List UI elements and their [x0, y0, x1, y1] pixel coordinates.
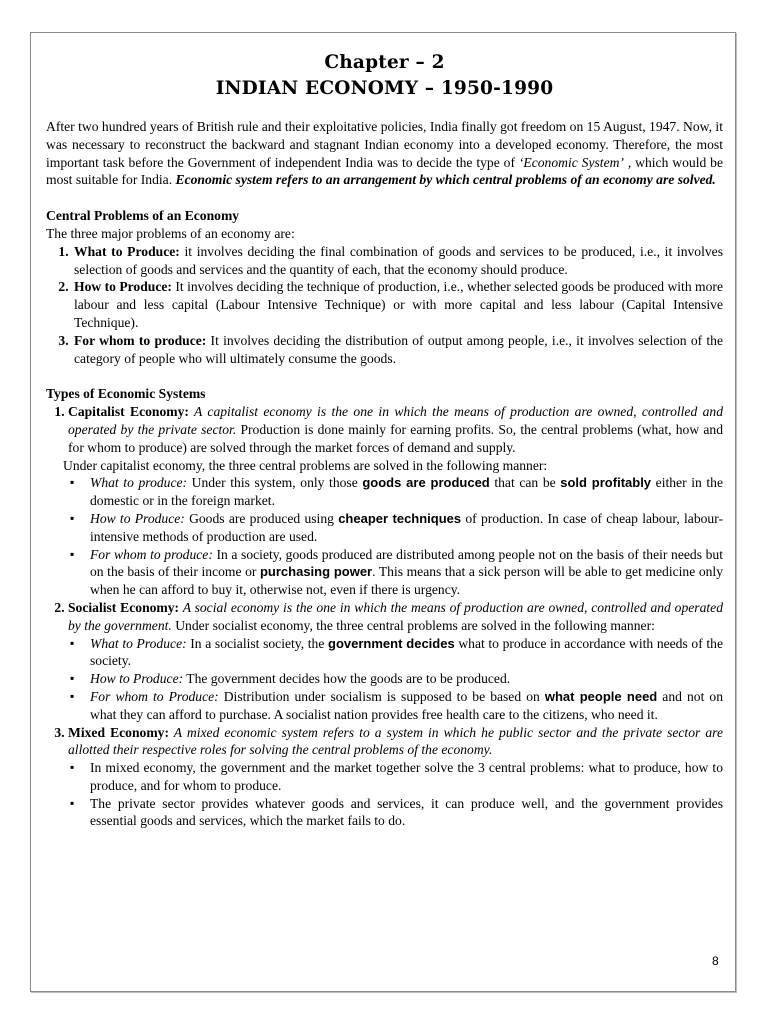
page-number: 8: [712, 954, 719, 968]
item-label: Capitalist Economy:: [68, 404, 189, 420]
list-item: [90, 670, 723, 688]
list-item: [90, 546, 723, 599]
types-list: [46, 403, 723, 830]
item-label: How to Produce:: [74, 279, 172, 295]
item-definition: A mixed economic system refers to a system in which he public sector and the private sector are allotted their respective roles for solving the central problems of the economy.: [68, 724, 723, 758]
bullet-label: For whom to Produce:: [90, 688, 219, 704]
bullet-text: of production. In case of cheap labour, labour- intensive methods of production are used.: [90, 510, 724, 544]
list-item: ▪ The private sector provides whatever goods and services, it can produce well, and the government provides essential goods and services, which the market fails to do.: [90, 795, 723, 831]
central-problems-lead: The three major problems of an economy are:: [46, 225, 295, 241]
central-problems-list: [46, 243, 723, 368]
bullet-bold: what people need: [544, 688, 658, 704]
item-label: What to Produce:: [74, 243, 180, 259]
list-item-socialist: [68, 599, 723, 724]
chapter-subtitle: INDIAN ECONOMY – 1950-1990: [215, 78, 554, 99]
list-item: [72, 278, 723, 331]
capitalist-manner-line: Under capitalist economy, the three central problems are solved in the following manner:: [63, 457, 548, 473]
bullet-text: Goods are produced using: [184, 510, 339, 526]
list-item: ▪ In mixed economy, the government and the market together solve the 3 central problems: what to produce, how to produce, and for whom to produce.: [90, 759, 723, 795]
bullet-text: The government decides how the goods are to be produced.: [183, 671, 511, 687]
item-text: Under socialist economy, the three central problems are solved in the following manner:: [171, 617, 655, 633]
item-definition: A capitalist economy is the one in which the means of production are owned, controlled and operated by the private sector.: [68, 404, 723, 437]
bullet-label: How to Produce:: [90, 510, 185, 526]
list-item: [72, 243, 723, 279]
bullet-label: How to Produce:: [90, 671, 184, 687]
bullet-text: In a socialist society, the: [186, 635, 329, 651]
bullet-bold: purchasing power: [259, 564, 373, 580]
intro-definition: Economic system refers to an arrangement by which central problems of an economy are solved.: [175, 172, 716, 188]
bullet-text: . This means that a sick person will be able to get medicine only when he can afford to buy it, otherwise not, even if there is urgency.: [90, 564, 723, 598]
item-text: It involves deciding the distribution of output among people, i.e., it involves selection of the category of people who will ultimately consume the goods.: [74, 332, 724, 366]
bullet-bold: cheaper techniques: [338, 510, 462, 526]
bullet-text: either in the domestic or in the foreign market.: [90, 475, 723, 509]
intro-text-2: , which would be most suitable for India.: [46, 154, 724, 188]
bullet-bold: government decides: [328, 635, 455, 651]
bullet-label: For whom to produce:: [90, 546, 213, 562]
intro-text-1: After two hundred years of British rule and their exploitative policies, India finally got freedom on 15 August, 1947. Now, it was necessary to reconstruct the backward and stagnant Indian economy into a developed economy. Therefore, the most important task before the Government of independent India was to decide the type of: [46, 119, 723, 170]
types-heading: Types of Economic Systems: [46, 386, 206, 402]
item-text: Production is done mainly for earning profits. So, the central problems (what, how and for whom to produce) are solved through the market forces of demand and supply.: [68, 421, 723, 455]
bullet-text: Distribution under socialism is supposed to be based on: [218, 688, 545, 704]
chapter-title: Chapter – 2: [324, 52, 445, 73]
bullet-text: what to produce in accordance with needs of the society.: [90, 635, 723, 669]
bullet-label: What to Produce:: [90, 635, 187, 651]
item-text: It involves deciding the technique of production, i.e., whether selected goods be produced with more labour and less capital (Labour Intensive Technique) or with more capital and less labour (Capital Intensive Technique).: [74, 279, 723, 330]
item-definition: A social economy is the one in which the means of production are owned, controlled and operated by the government.: [68, 599, 724, 633]
bullet-text: Under this system, only those: [187, 475, 363, 491]
bullet-text: that can be: [489, 475, 561, 491]
item-label: Mixed Economy:: [68, 724, 169, 740]
list-item: [90, 510, 723, 546]
item-text: it involves deciding the final combination of goods and services to be produced, i.e., it involves selection of goods and services and the quantity of each, that the economy should produce.: [74, 243, 723, 277]
capitalist-bullets: [68, 474, 723, 599]
list-item: [72, 332, 723, 368]
bullet-text: In a society, goods produced are distributed among people not on the basis of their needs but on the basis of their income or: [90, 546, 723, 580]
bullet-bold: goods are produced: [362, 475, 490, 491]
list-item-capitalist: [63, 403, 724, 599]
list-item: [90, 474, 723, 510]
socialist-bullets: [68, 635, 723, 724]
bullet-bold: sold profitably: [560, 475, 652, 491]
item-label: Socialist Economy:: [68, 599, 180, 615]
bullet-label: What to produce:: [90, 475, 188, 491]
document-body: [46, 48, 723, 830]
intro-italic: ‘Economic System’: [518, 154, 624, 170]
mixed-bullets: [68, 759, 723, 830]
list-item: [90, 635, 723, 671]
intro-paragraph: [46, 118, 723, 189]
central-problems-heading: Central Problems of an Economy: [46, 208, 240, 224]
list-item-mixed: [68, 724, 723, 831]
item-label: For whom to produce:: [74, 332, 207, 348]
list-item: [90, 688, 723, 724]
bullet-text: and not on what they can afford to purchase. A socialist nation provides free health care to the citizens, who need it.: [90, 688, 724, 722]
